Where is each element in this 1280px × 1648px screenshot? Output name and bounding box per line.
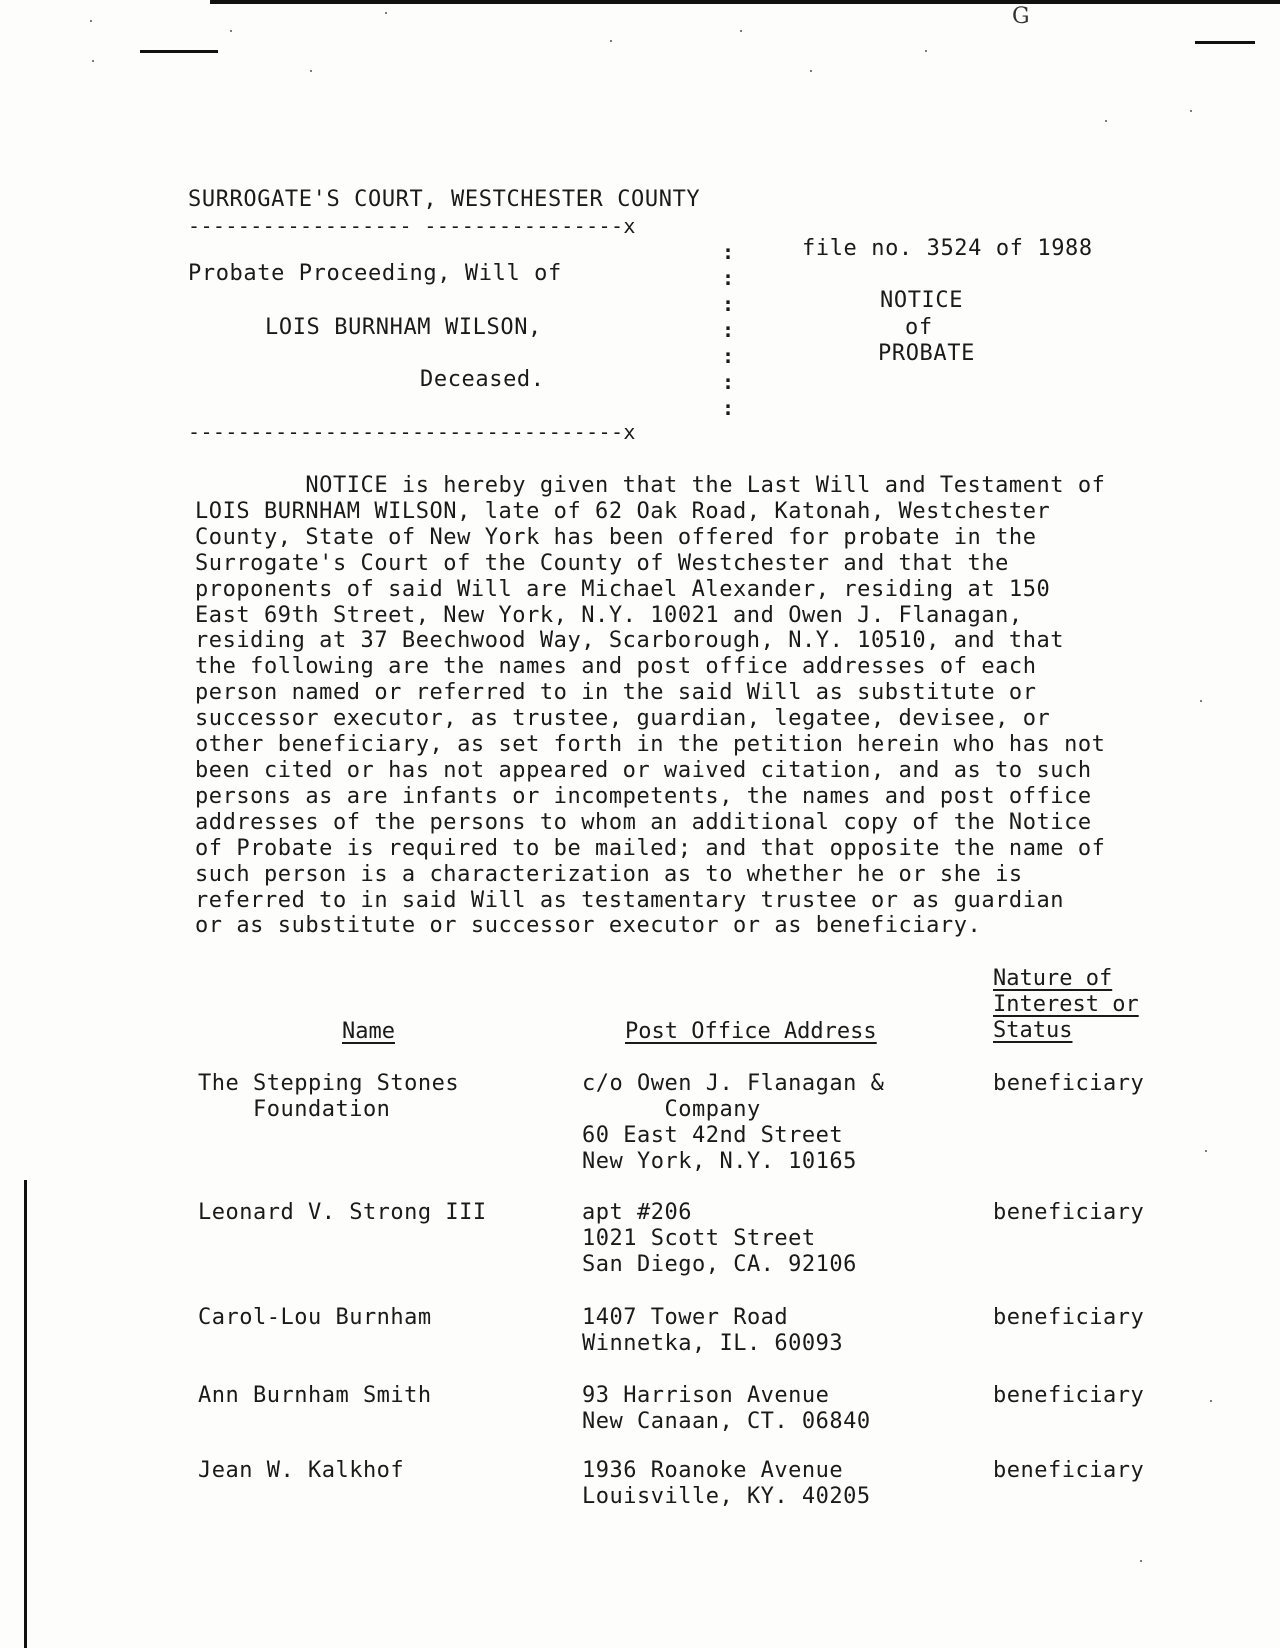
caption-rule-top: ------------------ ----------------x: [188, 214, 636, 238]
row-name: Leonard V. Strong III: [198, 1200, 487, 1225]
handwritten-corner-mark: G: [1012, 4, 1030, 29]
row-name: Ann Burnham Smith: [198, 1383, 432, 1408]
row-name: Carol-Lou Burnham: [198, 1305, 432, 1330]
caption-colon: :: [722, 292, 735, 316]
caption-proceeding: Probate Proceeding, Will of: [188, 261, 562, 286]
row-name: The Stepping Stones Foundation: [198, 1071, 460, 1122]
row-nature: beneficiary: [993, 1305, 1145, 1330]
scan-speck: [1210, 1400, 1212, 1402]
row-address: apt #206 1021 Scott Street San Diego, CA. 92106: [582, 1200, 857, 1277]
caption-colon: :: [722, 240, 735, 264]
left-margin-line: [24, 1180, 27, 1648]
row-address: c/o Owen J. Flanagan & Company 60 East 42nd Street New York, N.Y. 10165: [582, 1071, 885, 1174]
notice-title-line-1: NOTICE: [880, 288, 964, 313]
scan-speck: [1205, 1150, 1207, 1152]
caption-colon: :: [722, 266, 735, 290]
court-title: SURROGATE'S COURT, WESTCHESTER COUNTY: [188, 187, 701, 212]
scan-dash-mark-right: [1195, 41, 1255, 44]
scan-speck: [925, 50, 927, 52]
row-address: 93 Harrison Avenue New Canaan, CT. 06840: [582, 1383, 871, 1434]
row-address: 1936 Roanoke Avenue Louisville, KY. 40205: [582, 1458, 871, 1509]
scan-speck: [740, 30, 742, 32]
row-nature: beneficiary: [993, 1071, 1145, 1096]
scan-speck: [310, 70, 312, 72]
row-name: Jean W. Kalkhof: [198, 1458, 405, 1483]
notice-title-line-3: PROBATE: [878, 341, 975, 366]
caption-colon: :: [722, 344, 735, 368]
caption-colon: :: [722, 396, 735, 420]
scan-speck: [385, 12, 387, 14]
scan-speck: [90, 20, 92, 22]
caption-rule-bottom: -----------------------------------x: [188, 420, 636, 444]
scan-speck: [610, 40, 612, 42]
row-nature: beneficiary: [993, 1383, 1145, 1408]
notice-title-line-2: of: [905, 315, 933, 340]
scan-speck: [92, 60, 94, 62]
row-nature: beneficiary: [993, 1200, 1145, 1225]
column-header-name: Name: [342, 1019, 395, 1044]
file-number: file no. 3524 of 1988: [802, 236, 1093, 261]
top-edge-rule: [210, 0, 1280, 4]
scan-dash-mark-left: [140, 50, 218, 53]
caption-colon: :: [722, 318, 735, 342]
row-nature: beneficiary: [993, 1458, 1145, 1483]
scan-speck: [1190, 110, 1192, 112]
caption-colon: :: [722, 370, 735, 394]
scan-speck: [1140, 1560, 1142, 1562]
scan-speck: [1105, 120, 1107, 122]
row-address: 1407 Tower Road Winnetka, IL. 60093: [582, 1305, 844, 1356]
scan-speck: [810, 70, 812, 72]
column-header-address: Post Office Address: [625, 1019, 877, 1044]
caption-deceased: Deceased.: [420, 367, 545, 392]
column-header-nature: Nature of Interest or Status: [993, 966, 1139, 1043]
caption-decedent-name: LOIS BURNHAM WILSON,: [265, 315, 542, 340]
scan-speck: [230, 30, 232, 32]
notice-body-paragraph: NOTICE is hereby given that the Last Will and Testament of LOIS BURNHAM WILSON, late of 62 Oak Road, Katonah, Westchester County, State of New York has been offered for probate in the Surrogate's Court of the County of Westchester and that the proponents of said Will are Michael Alexander, residing at 150 East 69th Street, New York, N.Y. 10021 and Owen J. Flanagan, residing at 37 Beechwood Way, Scarborough, N.Y. 10510, and that the following are the names and post office addresses of each person named or referred to in the said Will as substitute or successor executor, as trustee, guardian, legatee, devisee, or other beneficiary, as set forth in the petition herein who has not been cited or has not appeared or waived citation, and as to such persons as are infants or incompetents, the names and post office addresses of the persons to whom an additional copy of the Notice of Probate is required to be mailed; and that opposite the name of such person is a characterization as to whether he or she is referred to in said Will as testamentary trustee or as guardian or as substitute or successor executor or as beneficiary.: [195, 473, 1106, 939]
